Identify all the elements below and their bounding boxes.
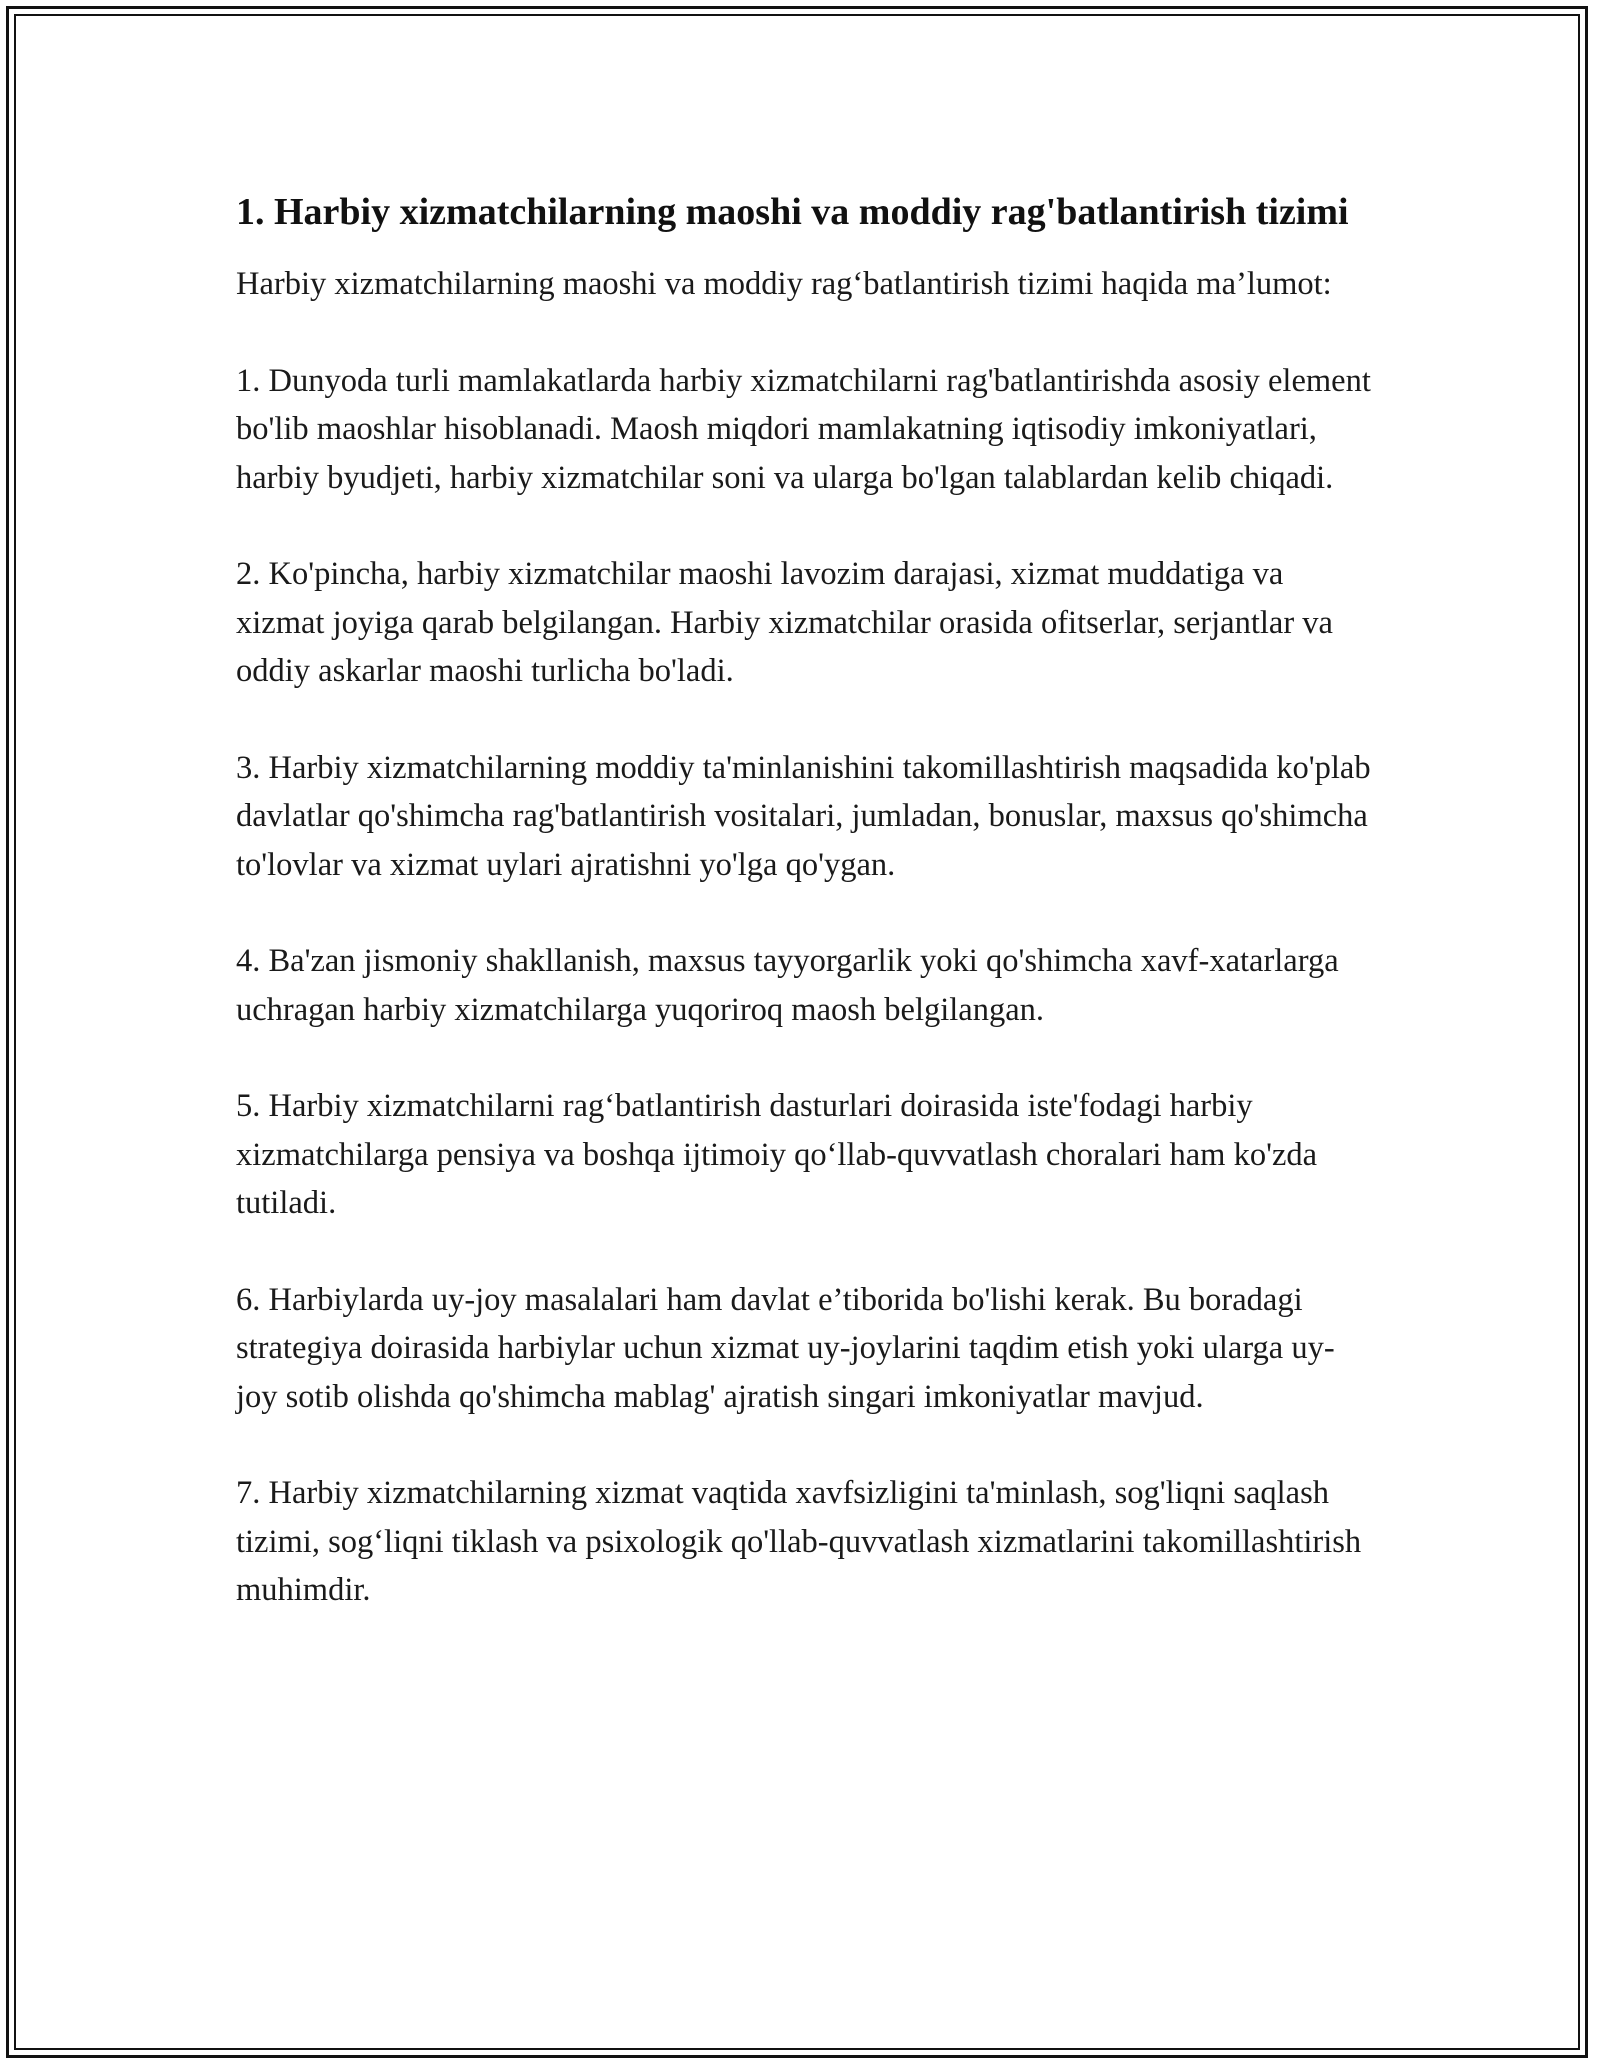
intro-paragraph: Harbiy xizmatchilarning maoshi va moddiy rag‘batlantirish tizimi haqida ma’lumot:: [236, 266, 1332, 302]
paragraph-5: 5. Harbiy xizmatchilarni rag‘batlantirish dasturlari doirasida iste'fodagi harbiy xizmatchilarga pensiya va boshqa ijtimoiy qo‘llab-quvvatlash choralari ham ko'zda tutiladi.: [236, 1088, 1318, 1221]
paragraph-1: 1. Dunyoda turli mamlakatlarda harbiy xizmatchilarni rag'batlantirishda asosiy element bo'lib maoshlar hisoblanadi. Maosh miqdori mamlakatning iqtisodiy imkoniyatlari, harbiy byudjeti, harbiy xizmatchilar soni va ularga bo'lgan talablardan kelib chiqadi.: [236, 362, 1371, 496]
paragraph-4: 4. Ba'zan jismoniy shakllanish, maxsus tayyorgarlik yoki qo'shimcha xavf-xatarlarga uchragan harbiy xizmatchilarga yuqoriroq maosh belgilangan.: [236, 943, 1339, 1028]
paragraph-2: 2. Ko'pincha, harbiy xizmatchilar maoshi lavozim darajasi, xizmat muddatiga va xizmat joyiga qarab belgilangan. Harbiy xizmatchilar orasida ofitserlar, serjantlar va oddiy askarlar maoshi turlicha bo'ladi.: [236, 556, 1333, 689]
document-title: 1. Harbiy xizmatchilarning maoshi va moddiy rag'batlantirish tizimi: [236, 191, 1349, 233]
paragraph-3: 3. Harbiy xizmatchilarning moddiy ta'minlanishini takomillashtirish maqsadida ko'plab davlatlar qo'shimcha rag'batlantirish vositalari, jumladan, bonuslar, maxsus qo'shimcha to'lovlar va xizmat uylari ajratishni yo'lga qo'ygan.: [236, 749, 1371, 883]
document-body: [236, 185, 1376, 1663]
paragraph-7: 7. Harbiy xizmatchilarning xizmat vaqtida xavfsizligini ta'minlash, sog'liqni saqlash tizimi, sog‘liqni tiklash va psixologik qo'llab-quvvatlash xizmatlarini takomillashtirish muhimdir.: [236, 1475, 1362, 1608]
paragraph-6: 6. Harbiylarda uy-joy masalalari ham davlat e’tiborida bo'lishi kerak. Bu boradagi strategiya doirasida harbiylar uchun xizmat uy-joylarini taqdim etish yoki ularga uy-joy sotib olishda qo'shimcha mablag' ajratish singari imkoniyatlar mavjud.: [236, 1281, 1335, 1415]
